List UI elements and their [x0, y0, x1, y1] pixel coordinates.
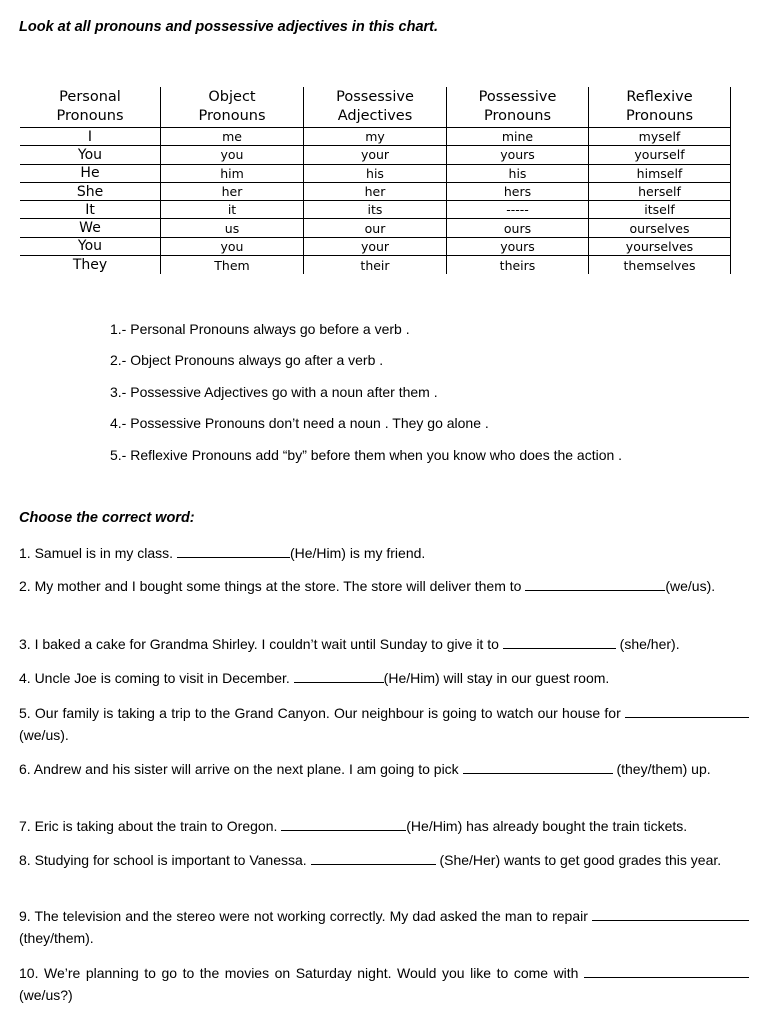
chart-header-row — [20, 87, 731, 128]
exercise-item: 5. Our family is taking a trip to the Grand Canyon. Our neighbour is going to watch our house for (we/us). — [19, 702, 749, 746]
chart-cell: myself — [589, 128, 731, 145]
chart-cell: herself — [589, 183, 731, 200]
chart-cell: ourselves — [589, 219, 731, 236]
chart-cell: hers — [447, 183, 589, 200]
answer-blank[interactable] — [592, 906, 749, 921]
chart-row — [20, 238, 731, 256]
chart-cell: her — [161, 183, 304, 200]
chart-body — [20, 128, 731, 274]
exercise-item: 10. We’re planning to go to the movies on Saturday night. Would you like to come with (we/us?) — [19, 962, 749, 1006]
chart-cell: ours — [447, 219, 589, 236]
chart-row — [20, 146, 731, 164]
answer-blank[interactable] — [281, 816, 406, 831]
rule-item: 5.- Reflexive Pronouns add “by” before them when you know who does the action . — [110, 446, 623, 463]
chart-cell: himself — [589, 165, 731, 182]
exercise-item: 4. Uncle Joe is coming to visit in December. (He/Him) will stay in our guest room. — [19, 670, 610, 686]
chart-cell: They — [20, 256, 161, 274]
answer-blank[interactable] — [177, 543, 290, 558]
chart-cell: his — [447, 165, 589, 182]
exercise-item: 9. The television and the stereo were not working correctly. My dad asked the man to repair (they/them). — [19, 905, 749, 949]
rule-item: 3.- Possessive Adjectives go with a noun after them . — [110, 383, 438, 400]
page-title: Look at all pronouns and possessive adjectives in this chart. — [19, 19, 439, 35]
chart-cell: yours — [447, 238, 589, 255]
chart-header-possessive-adjectives: Possessive Adjectives — [304, 87, 447, 127]
chart-cell: yourselves — [589, 238, 731, 255]
exercise-item: 3. I baked a cake for Grandma Shirley. I couldn’t wait until Sunday to give it to (she/her). — [19, 636, 680, 652]
chart-cell: their — [304, 256, 447, 274]
chart-cell: themselves — [589, 256, 731, 274]
chart-cell: She — [20, 183, 161, 200]
chart-cell: it — [161, 201, 304, 218]
chart-cell: you — [161, 238, 304, 255]
chart-cell: its — [304, 201, 447, 218]
chart-cell: your — [304, 146, 447, 163]
chart-cell: you — [161, 146, 304, 163]
chart-cell: mine — [447, 128, 589, 145]
chart-cell: We — [20, 219, 161, 236]
chart-cell: your — [304, 238, 447, 255]
chart-cell: You — [20, 146, 161, 163]
answer-blank[interactable] — [311, 850, 436, 865]
chart-cell: my — [304, 128, 447, 145]
chart-row — [20, 165, 731, 183]
pronoun-chart — [20, 87, 731, 274]
exercise-heading: Choose the correct word: — [19, 510, 195, 526]
chart-row — [20, 128, 731, 146]
chart-cell: our — [304, 219, 447, 236]
chart-cell: Them — [161, 256, 304, 274]
chart-header-reflexive: Reflexive Pronouns — [589, 87, 731, 127]
exercise-item: 1. Samuel is in my class. (He/Him) is my friend. — [19, 545, 426, 561]
chart-cell: itself — [589, 201, 731, 218]
exercise-item: 7. Eric is taking about the train to Oregon. (He/Him) has already bought the train tickets. — [19, 818, 688, 834]
rule-item: 4.- Possessive Pronouns don’t need a noun . They go alone . — [110, 415, 489, 432]
exercise-item: 2. My mother and I bought some things at the store. The store will deliver them to (we/us). — [19, 578, 716, 594]
answer-blank[interactable] — [463, 759, 613, 774]
chart-cell: theirs — [447, 256, 589, 274]
chart-cell: her — [304, 183, 447, 200]
answer-blank[interactable] — [503, 634, 616, 649]
chart-row — [20, 256, 731, 274]
chart-row — [20, 183, 731, 201]
chart-cell: me — [161, 128, 304, 145]
chart-cell: He — [20, 165, 161, 182]
answer-blank[interactable] — [584, 963, 749, 978]
chart-row — [20, 219, 731, 237]
chart-cell: his — [304, 165, 447, 182]
chart-cell: You — [20, 238, 161, 255]
chart-row — [20, 201, 731, 219]
answer-blank[interactable] — [625, 703, 749, 718]
exercise-item: 8. Studying for school is important to Vanessa. (She/Her) wants to get good grades this year. — [19, 852, 722, 868]
chart-cell: ----- — [447, 201, 589, 218]
chart-header-possessive-pronouns: Possessive Pronouns — [447, 87, 589, 127]
rule-item: 1.- Personal Pronouns always go before a verb . — [110, 321, 410, 337]
answer-blank[interactable] — [525, 576, 665, 591]
rules-list — [110, 319, 622, 476]
chart-cell: I — [20, 128, 161, 145]
answer-blank[interactable] — [294, 668, 384, 683]
chart-header-personal: Personal Pronouns — [20, 87, 161, 127]
chart-cell: It — [20, 201, 161, 218]
chart-cell: yourself — [589, 146, 731, 163]
chart-cell: yours — [447, 146, 589, 163]
chart-cell: us — [161, 219, 304, 236]
chart-cell: him — [161, 165, 304, 182]
chart-header-object: Object Pronouns — [161, 87, 304, 127]
rule-item: 2.- Object Pronouns always go after a verb . — [110, 352, 384, 369]
exercise-item: 6. Andrew and his sister will arrive on the next plane. I am going to pick (they/them) up. — [19, 761, 711, 777]
